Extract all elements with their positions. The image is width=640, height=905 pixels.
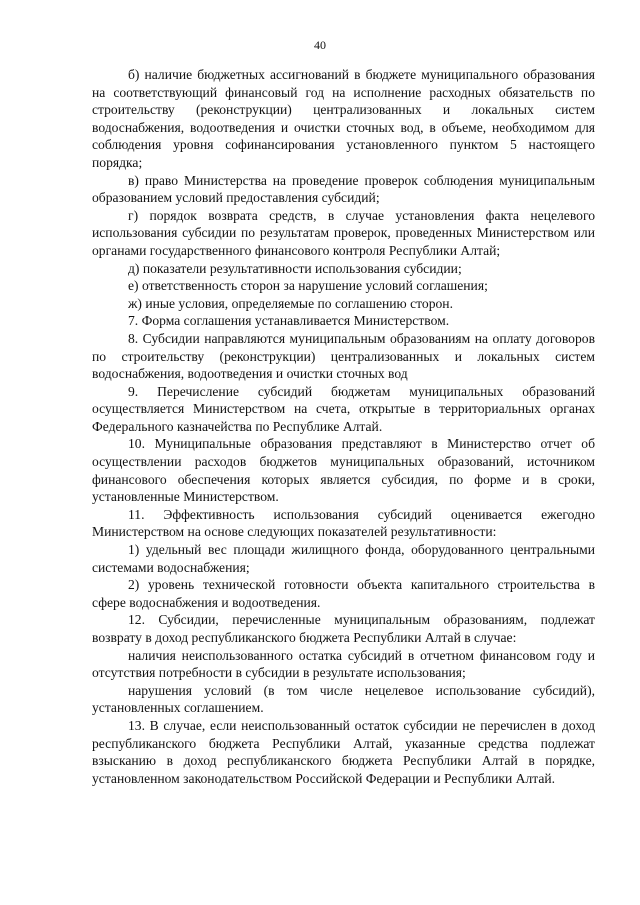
paragraph-b-budget-allocations: б) наличие бюджетных ассигнований в бюджете муниципального образования на соответствующий финансовый год на исполнение расходных обязательств по строительству (реконструкции) централизованных и локальных систем водоснабжения, водоотведения и очистки сточных вод, в объеме, необходимом для соблюдения уровня софинансирования установленного пунктом 5 настоящего порядка; bbox=[92, 67, 595, 170]
paragraph-11-efficiency: 11. Эффективность использования субсидий оценивается ежегодно Министерством на основе следующих показателей результативности: bbox=[92, 506, 595, 540]
paragraph-e-liability: е) ответственность сторон за нарушение условий соглашения; bbox=[128, 278, 488, 294]
paragraph-zh-other-conditions: ж) иные условия, определяемые по соглашению сторон. bbox=[128, 295, 453, 311]
paragraph-12-case-violation: нарушения условий (в том числе нецелевое использование субсидий), установленных соглашением. bbox=[92, 682, 595, 716]
paragraph-g-refund-procedure: г) порядок возврата средств, в случае установления факта нецелевого использования субсидии по результатам проверок, проведенных Министерством или органами государственного финансового контроля Республики Алтай; bbox=[92, 207, 595, 258]
paragraph-7-agreement-form: 7. Форма соглашения устанавливается Министерством. bbox=[128, 313, 450, 329]
page-number: 40 bbox=[314, 38, 326, 52]
paragraph-12-refund: 12. Субсидии, перечисленные муниципальным образованиям, подлежат возврату в доход республиканского бюджета Республики Алтай в случае: bbox=[92, 612, 595, 645]
paragraph-10-reporting: 10. Муниципальные образования представляют в Министерство отчет об осуществлении расходов бюджетов муниципальных образований, источником финансового обеспечения которых является субсидия, по форме и в сроки, установленные Министерством. bbox=[92, 436, 595, 505]
paragraph-13-recovery: 13. В случае, если неиспользованный остаток субсидии не перечислен в доход республиканского бюджета Республики Алтай, указанные средства подлежат взысканию в доход республиканского бюджета Республики Алтай в порядке, установленном законодательством Российской Федерации и Республики Алтай. bbox=[92, 717, 595, 786]
paragraph-11-indicator-1: 1) удельный вес площади жилищного фонда, оборудованного центральными системами водоснабжения; bbox=[92, 542, 595, 575]
paragraph-9-transfer: 9. Перечисление субсидий бюджетам муниципальных образований осуществляется Министерством на счета, открытые в территориальных органах Федерального казначейства по Республике Алтай. bbox=[92, 383, 595, 434]
paragraph-8-subsidy-direction: 8. Субсидии направляются муниципальным образованиям на оплату договоров по строительству (реконструкции) централизованных и локальных систем водоснабжения, водоотведения и очистки сточных вод bbox=[92, 330, 595, 382]
paragraph-11-indicator-2: 2) уровень технической готовности объекта капитального строительства в сфере водоснабжения и водоотведения. bbox=[92, 577, 595, 610]
paragraph-v-inspection-right: в) право Министерства на проведение проверок соблюдения муниципальным образованием условий предоставления субсидий; bbox=[92, 172, 595, 206]
document-body bbox=[92, 66, 595, 787]
paragraph-d-performance-indicators: д) показатели результативности использования субсидии; bbox=[128, 260, 462, 276]
paragraph-12-case-unused: наличия неиспользованного остатка субсидий в отчетном финансовом году и отсутствия потребности в субсидии в результате использования; bbox=[92, 647, 595, 681]
